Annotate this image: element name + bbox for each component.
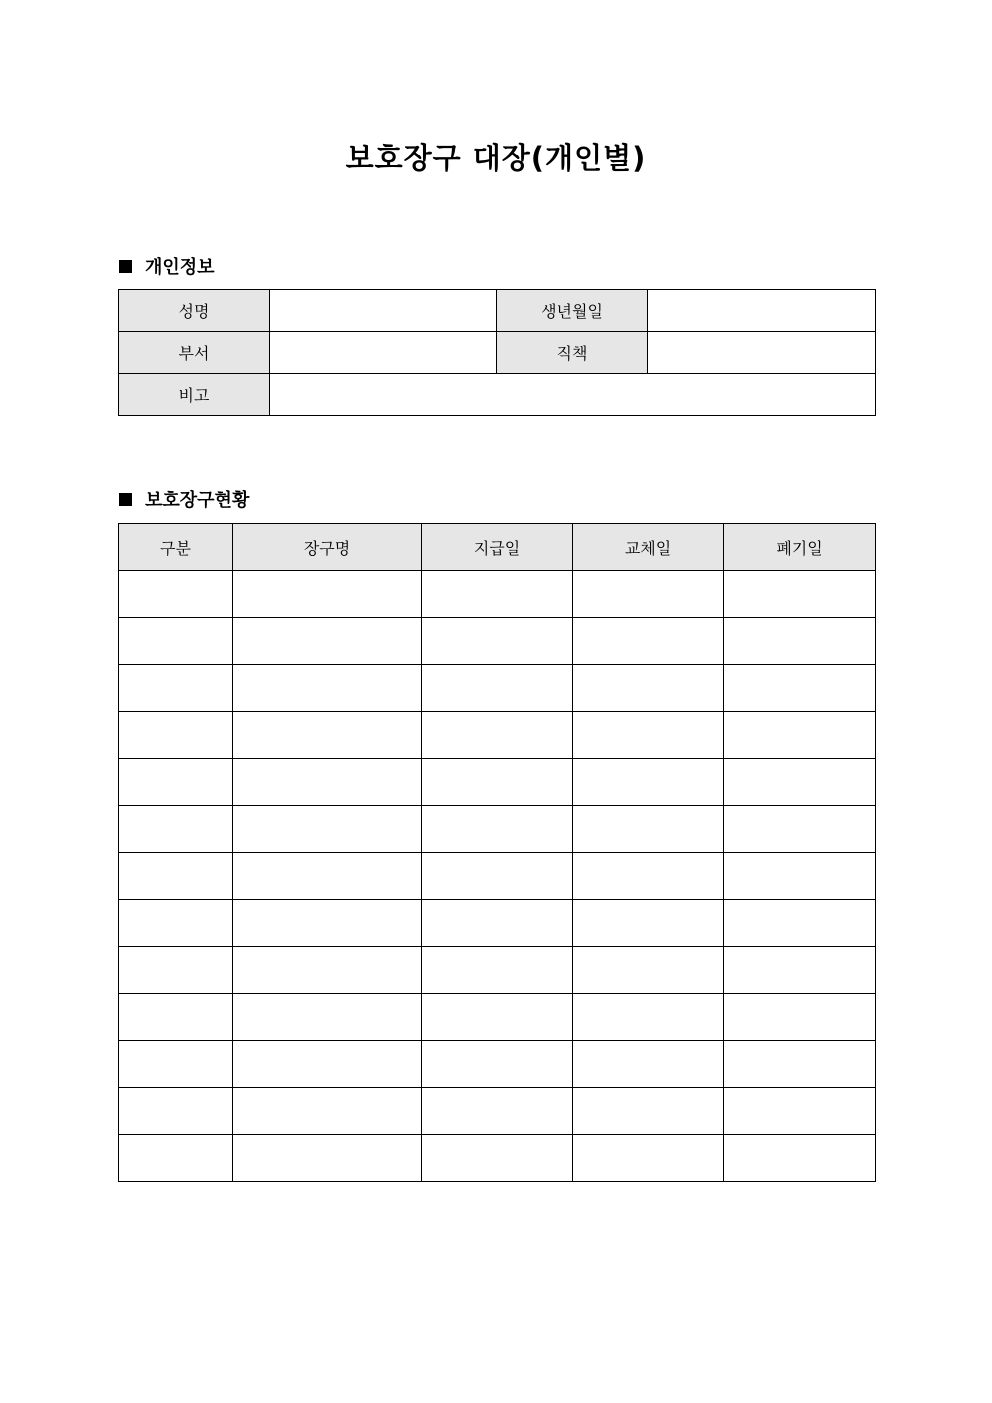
category-cell[interactable]: [119, 618, 233, 665]
category-cell[interactable]: [119, 1041, 233, 1088]
equipment-name-cell[interactable]: [233, 947, 422, 994]
category-cell[interactable]: [119, 759, 233, 806]
issue-date-cell[interactable]: [422, 900, 573, 947]
table-row: [119, 759, 876, 806]
category-cell[interactable]: [119, 947, 233, 994]
issue-date-cell[interactable]: [422, 759, 573, 806]
equipment-name-cell[interactable]: [233, 806, 422, 853]
replace-date-cell[interactable]: [573, 1041, 724, 1088]
personal-info-heading: [119, 253, 215, 279]
issue-date-cell[interactable]: [422, 994, 573, 1041]
replace-date-cell[interactable]: [573, 1135, 724, 1182]
replace-date-cell[interactable]: [573, 900, 724, 947]
disposal-date-cell[interactable]: [724, 853, 876, 900]
category-cell[interactable]: [119, 994, 233, 1041]
table-row: [119, 571, 876, 618]
square-bullet-icon: [119, 493, 132, 506]
equipment-status-heading: [119, 486, 249, 512]
column-header-equipment-name: 장구명: [233, 524, 422, 571]
replace-date-cell[interactable]: [573, 853, 724, 900]
position-field[interactable]: [648, 332, 876, 374]
replace-date-cell[interactable]: [573, 994, 724, 1041]
equipment-name-cell[interactable]: [233, 618, 422, 665]
category-cell[interactable]: [119, 712, 233, 759]
issue-date-cell[interactable]: [422, 618, 573, 665]
equipment-name-cell[interactable]: [233, 994, 422, 1041]
equipment-name-cell[interactable]: [233, 853, 422, 900]
disposal-date-cell[interactable]: [724, 1041, 876, 1088]
equipment-name-cell[interactable]: [233, 665, 422, 712]
column-header-issue-date: 지급일: [422, 524, 573, 571]
equipment-status-table: [118, 523, 876, 1182]
note-label: 비고: [119, 374, 270, 416]
issue-date-cell[interactable]: [422, 1088, 573, 1135]
replace-date-cell[interactable]: [573, 618, 724, 665]
issue-date-cell[interactable]: [422, 947, 573, 994]
equipment-name-cell[interactable]: [233, 712, 422, 759]
equipment-name-cell[interactable]: [233, 759, 422, 806]
table-row: [119, 618, 876, 665]
square-bullet-icon: [119, 260, 132, 273]
category-cell[interactable]: [119, 1135, 233, 1182]
issue-date-cell[interactable]: [422, 1135, 573, 1182]
replace-date-cell[interactable]: [573, 947, 724, 994]
equipment-status-heading-label: 보호장구현황: [145, 490, 250, 511]
category-cell[interactable]: [119, 853, 233, 900]
disposal-date-cell[interactable]: [724, 900, 876, 947]
disposal-date-cell[interactable]: [724, 1135, 876, 1182]
issue-date-cell[interactable]: [422, 853, 573, 900]
issue-date-cell[interactable]: [422, 806, 573, 853]
equipment-name-cell[interactable]: [233, 900, 422, 947]
personal-info-heading-label: 개인정보: [145, 257, 215, 278]
table-row: [119, 1041, 876, 1088]
table-row: [119, 1135, 876, 1182]
equipment-table-body: [119, 571, 876, 1182]
table-row: [119, 947, 876, 994]
issue-date-cell[interactable]: [422, 712, 573, 759]
disposal-date-cell[interactable]: [724, 1088, 876, 1135]
column-header-disposal-date: 폐기일: [724, 524, 876, 571]
disposal-date-cell[interactable]: [724, 759, 876, 806]
replace-date-cell[interactable]: [573, 665, 724, 712]
equipment-name-cell[interactable]: [233, 1041, 422, 1088]
column-header-replace-date: 교체일: [573, 524, 724, 571]
column-header-category: 구분: [119, 524, 233, 571]
birth-date-field[interactable]: [648, 290, 876, 332]
issue-date-cell[interactable]: [422, 1041, 573, 1088]
replace-date-cell[interactable]: [573, 712, 724, 759]
table-row: [119, 1088, 876, 1135]
category-cell[interactable]: [119, 806, 233, 853]
table-row: [119, 900, 876, 947]
category-cell[interactable]: [119, 1088, 233, 1135]
info-row-name: [119, 290, 876, 332]
name-field[interactable]: [270, 290, 497, 332]
equipment-name-cell[interactable]: [233, 1135, 422, 1182]
category-cell[interactable]: [119, 571, 233, 618]
category-cell[interactable]: [119, 665, 233, 712]
disposal-date-cell[interactable]: [724, 994, 876, 1041]
info-row-note: [119, 374, 876, 416]
replace-date-cell[interactable]: [573, 759, 724, 806]
info-row-department: [119, 332, 876, 374]
table-row: [119, 853, 876, 900]
equipment-header-row: [119, 524, 876, 571]
issue-date-cell[interactable]: [422, 665, 573, 712]
table-row: [119, 994, 876, 1041]
note-field[interactable]: [270, 374, 876, 416]
name-label: 성명: [119, 290, 270, 332]
equipment-name-cell[interactable]: [233, 1088, 422, 1135]
personal-info-table: [118, 289, 876, 416]
disposal-date-cell[interactable]: [724, 806, 876, 853]
replace-date-cell[interactable]: [573, 806, 724, 853]
replace-date-cell[interactable]: [573, 571, 724, 618]
table-row: [119, 665, 876, 712]
replace-date-cell[interactable]: [573, 1088, 724, 1135]
table-row: [119, 712, 876, 759]
position-label: 직책: [497, 332, 648, 374]
disposal-date-cell[interactable]: [724, 665, 876, 712]
department-field[interactable]: [270, 332, 497, 374]
disposal-date-cell[interactable]: [724, 571, 876, 618]
disposal-date-cell[interactable]: [724, 618, 876, 665]
disposal-date-cell[interactable]: [724, 712, 876, 759]
issue-date-cell[interactable]: [422, 571, 573, 618]
table-row: [119, 806, 876, 853]
document-title: 보호장구 대장(개인별): [345, 141, 647, 175]
category-cell[interactable]: [119, 900, 233, 947]
equipment-name-cell[interactable]: [233, 571, 422, 618]
birth-date-label: 생년월일: [497, 290, 648, 332]
department-label: 부서: [119, 332, 270, 374]
disposal-date-cell[interactable]: [724, 947, 876, 994]
